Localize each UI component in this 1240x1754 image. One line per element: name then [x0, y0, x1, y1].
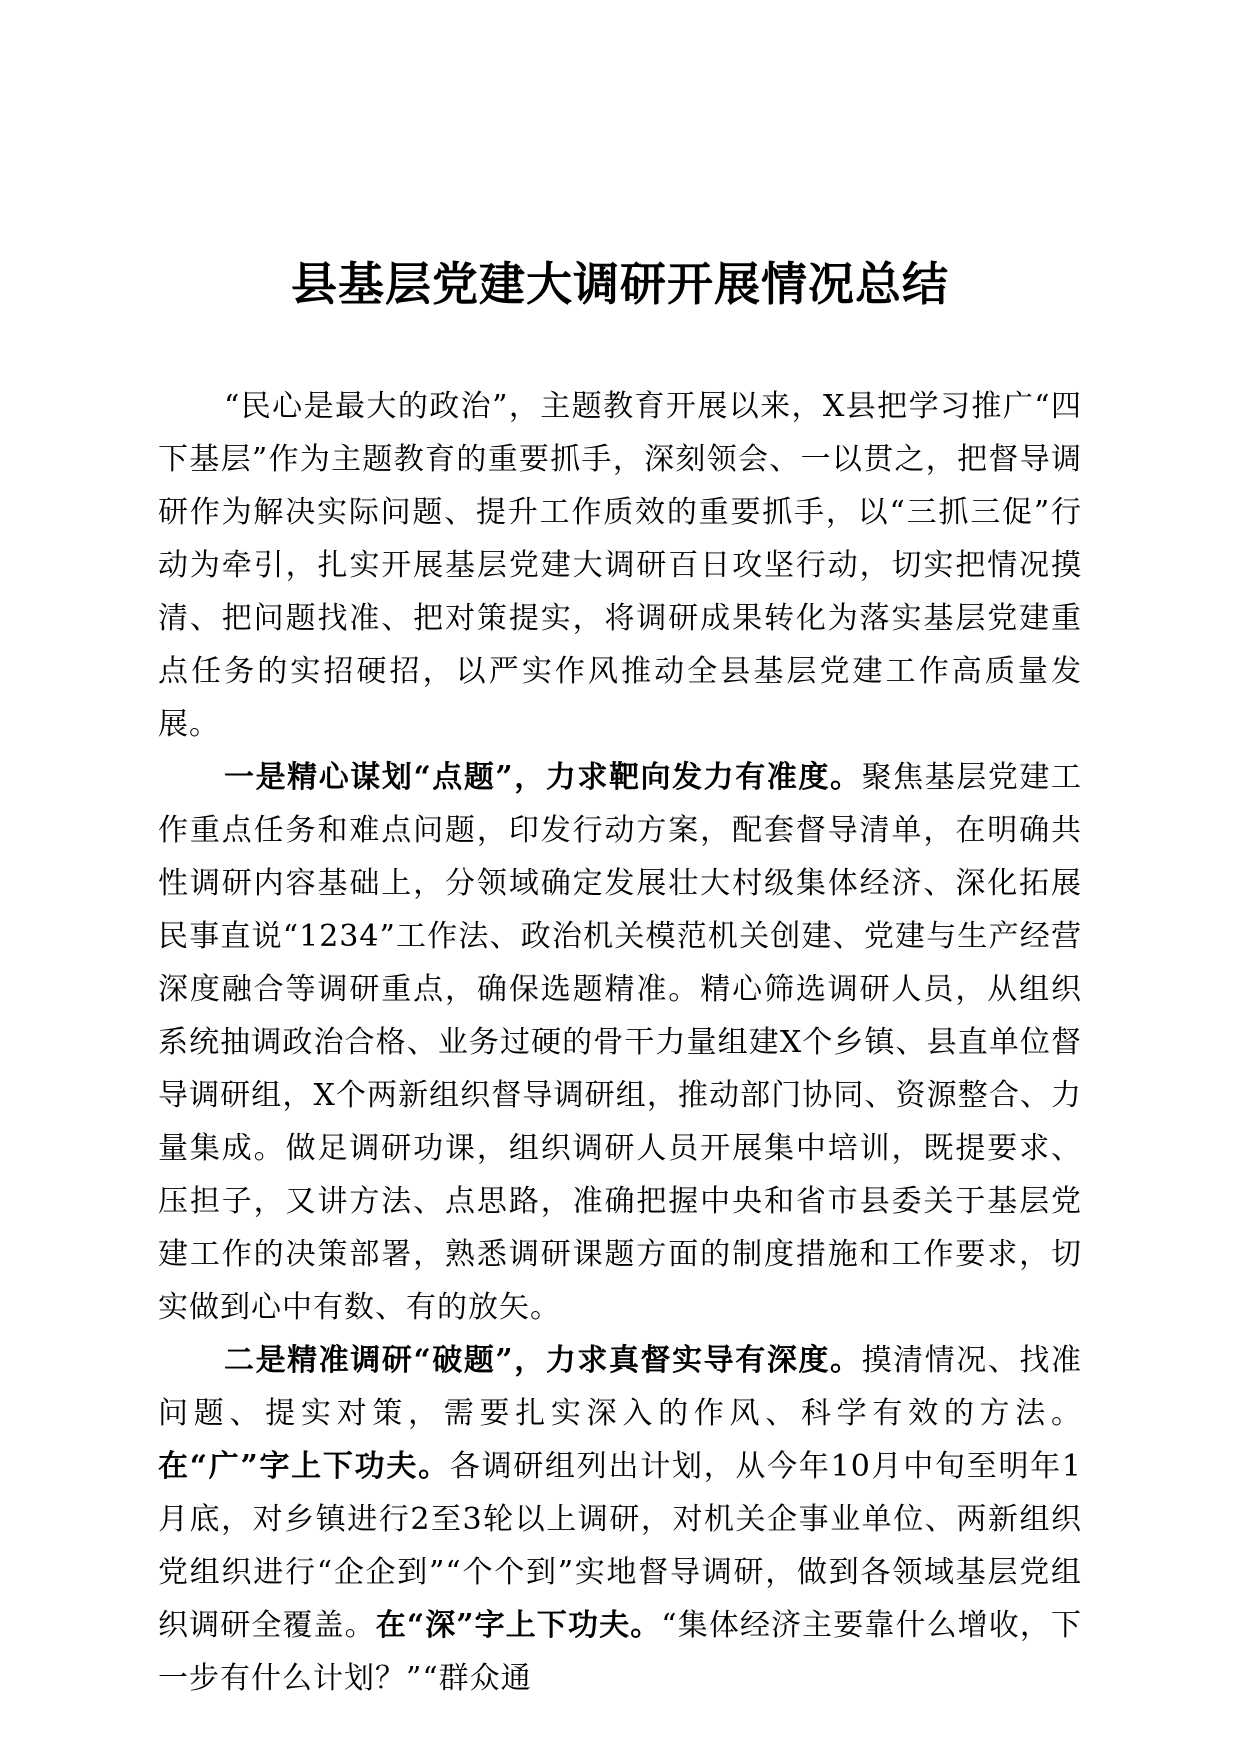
section-two-paragraph	[158, 1334, 1082, 1705]
section-heading: 一是精心谋划“点题”，力求靶向发力有准度。	[224, 760, 862, 795]
document-body	[158, 380, 1082, 1705]
paragraph-text: 聚焦基层党建工作重点任务和难点问题，印发行动方案，配套督导清单，在明确共性调研内容基础上，分领域确定发展壮大村级集体经济、深化拓展民事直说“1234”工作法、政治机关模范机关创建、党建与生产经营深度融合等调研重点，确保选题精准。精心筛选调研人员，从组织系统抽调政治合格、业务过硬的骨干力量组建X个乡镇、县直单位督导调研组，X个两新组织督导调研组，推动部门协同、资源整合、力量集成。做足调研功课，组织调研人员开展集中培训，既提要求、压担子，又讲方法、点思路，准确把握中央和省市县委关于基层党建工作的决策部署，熟悉调研课题方面的制度措施和工作要求，切实做到心中有数、有的放矢。	[158, 760, 1083, 1325]
section-heading: 二是精准调研“破题”，力求真督实导有深度。	[224, 1343, 862, 1378]
sub-heading: 在“深”字上下功夫。	[375, 1608, 662, 1643]
paragraph-text: 各调研组列出计划，从今年10月中旬至明年1月底，对乡镇进行2至3轮以上调研，对机关企事业单位、两新组织党组织进行“企企到”“个个到”实地督导调研，做到各领域基层党组织调研全覆盖。	[158, 1449, 1083, 1643]
sub-heading: 在“广”字上下功夫。	[158, 1449, 450, 1484]
document-title: 县基层党建大调研开展情况总结	[291, 257, 949, 311]
intro-paragraph	[158, 380, 1082, 751]
paragraph-text: “集体经济主要靠什么增收，下一步有什么计划？”“群众通	[158, 1608, 1082, 1696]
paragraph-text: 摸清情况、找准问题、提实对策，需要扎实深入的作风、科学有效的方法。	[158, 1343, 1083, 1431]
paragraph-text: “民心是最大的政治”，主题教育开展以来，X县把学习推广“四下基层”作为主题教育的重要抓手，深刻领会、一以贯之，把督导调研作为解决实际问题、提升工作质效的重要抓手，以“三抓三促”行动为牵引，扎实开展基层党建大调研百日攻坚行动，切实把情况摸清、把问题找准、把对策提实，将调研成果转化为落实基层党建重点任务的实招硬招，以严实作风推动全县基层党建工作高质量发展。	[158, 389, 1082, 742]
section-one-paragraph	[158, 751, 1082, 1334]
